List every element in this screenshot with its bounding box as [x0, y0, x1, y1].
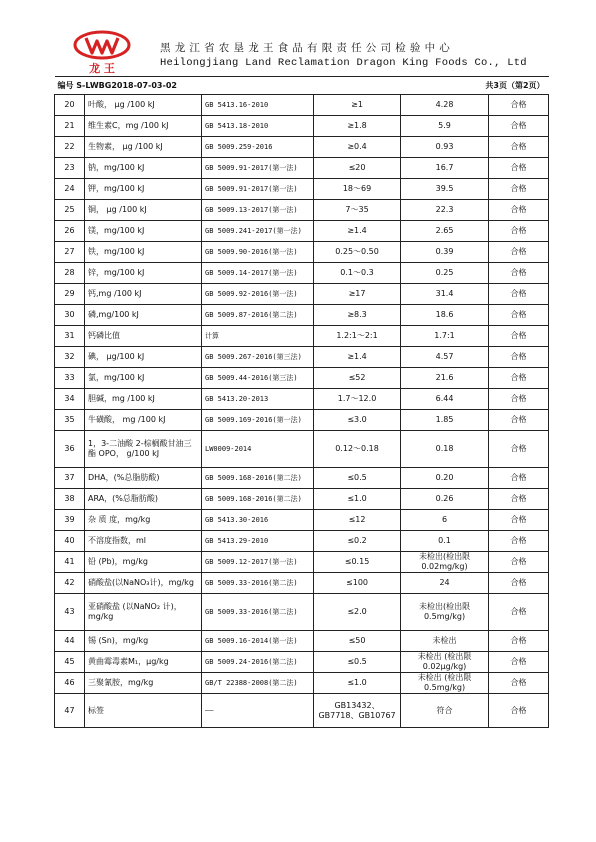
table-row	[55, 389, 549, 410]
test-result: 0.25	[401, 263, 489, 284]
test-method: GB 5009.14-2017(第一法)	[202, 263, 314, 284]
test-method: GB 5009.87-2016(第二法)	[202, 305, 314, 326]
row-number: 24	[55, 179, 85, 200]
test-method: GB 5009.92-2016(第一法)	[202, 284, 314, 305]
item-name: 钠，mg/100 kJ	[85, 158, 202, 179]
standard-requirement: ≤3.0	[314, 410, 401, 431]
judgement: 合格	[489, 347, 549, 368]
judgement: 合格	[489, 468, 549, 489]
row-number: 23	[55, 158, 85, 179]
test-method: GB 5413.18-2010	[202, 116, 314, 137]
item-name: 三聚氰胺，mg/kg	[85, 673, 202, 694]
table-row	[55, 594, 549, 631]
judgement: 合格	[489, 552, 549, 573]
item-name: 标签	[85, 694, 202, 728]
table-row	[55, 221, 549, 242]
table-row	[55, 347, 549, 368]
test-method: GB 5009.91-2017(第一法)	[202, 158, 314, 179]
row-number: 27	[55, 242, 85, 263]
table-row	[55, 242, 549, 263]
table-row	[55, 694, 549, 728]
standard-requirement: 1.7～12.0	[314, 389, 401, 410]
row-number: 20	[55, 95, 85, 116]
standard-requirement: GB13432、GB7718、GB10767	[314, 694, 401, 728]
test-method: ——	[202, 694, 314, 728]
test-method: GB 5413.20-2013	[202, 389, 314, 410]
table-row	[55, 631, 549, 652]
standard-requirement: ≤0.15	[314, 552, 401, 573]
judgement: 合格	[489, 221, 549, 242]
judgement: 合格	[489, 594, 549, 631]
table-row	[55, 673, 549, 694]
judgement: 合格	[489, 200, 549, 221]
judgement: 合格	[489, 179, 549, 200]
test-result: 0.1	[401, 531, 489, 552]
row-number: 35	[55, 410, 85, 431]
item-name: 不溶度指数，ml	[85, 531, 202, 552]
standard-requirement: 7～35	[314, 200, 401, 221]
table-row	[55, 305, 549, 326]
test-method: GB/T 22388-2008(第二法)	[202, 673, 314, 694]
test-result: 未检出(检出限 0.5mg/kg)	[401, 594, 489, 631]
judgement: 合格	[489, 284, 549, 305]
table-row	[55, 200, 549, 221]
logo-text: 龙 王	[89, 62, 115, 75]
test-result: 18.6	[401, 305, 489, 326]
standard-requirement: 0.12～0.18	[314, 431, 401, 468]
test-result: 31.4	[401, 284, 489, 305]
judgement: 合格	[489, 263, 549, 284]
judgement: 合格	[489, 326, 549, 347]
test-method: GB 5009.44-2016(第三法)	[202, 368, 314, 389]
standard-requirement: ≤2.0	[314, 594, 401, 631]
standard-requirement: 0.1～0.3	[314, 263, 401, 284]
test-method: GB 5009.16-2014(第一法)	[202, 631, 314, 652]
judgement: 合格	[489, 510, 549, 531]
standard-requirement: ≤1.0	[314, 489, 401, 510]
judgement: 合格	[489, 673, 549, 694]
row-number: 38	[55, 489, 85, 510]
standard-requirement: ≥1.4	[314, 221, 401, 242]
item-name: 氯，mg/100 kJ	[85, 368, 202, 389]
judgement: 合格	[489, 410, 549, 431]
row-number: 26	[55, 221, 85, 242]
table-row	[55, 263, 549, 284]
item-name: 铁，mg/100 kJ	[85, 242, 202, 263]
table-row	[55, 410, 549, 431]
standard-requirement: ≥1.8	[314, 116, 401, 137]
test-result: 5.9	[401, 116, 489, 137]
test-result: 1.7:1	[401, 326, 489, 347]
test-result: 未检出(检出限 0.02mg/kg)	[401, 552, 489, 573]
row-number: 29	[55, 284, 85, 305]
test-method: LW0009-2014	[202, 431, 314, 468]
table-row	[55, 326, 549, 347]
judgement: 合格	[489, 573, 549, 594]
test-method: GB 5009.259-2016	[202, 137, 314, 158]
standard-requirement: ≤50	[314, 631, 401, 652]
test-method: GB 5009.91-2017(第一法)	[202, 179, 314, 200]
test-method: GB 5009.267-2016(第三法)	[202, 347, 314, 368]
table-row	[55, 284, 549, 305]
judgement: 合格	[489, 389, 549, 410]
row-number: 30	[55, 305, 85, 326]
item-name: 杂 质 度，mg/kg	[85, 510, 202, 531]
table-row	[55, 158, 549, 179]
page-info: 共3页（第2页）	[314, 77, 549, 95]
company-logo	[70, 28, 134, 76]
row-number: 43	[55, 594, 85, 631]
judgement: 合格	[489, 631, 549, 652]
row-number: 39	[55, 510, 85, 531]
item-name: 碘， μg/100 kJ	[85, 347, 202, 368]
test-method: GB 5009.12-2017(第一法)	[202, 552, 314, 573]
standard-requirement: ≥0.4	[314, 137, 401, 158]
standard-requirement: 1.2:1～2:1	[314, 326, 401, 347]
item-name: 铜， μg /100 kJ	[85, 200, 202, 221]
standard-requirement: ≥8.3	[314, 305, 401, 326]
row-number: 37	[55, 468, 85, 489]
judgement: 合格	[489, 242, 549, 263]
item-name: 胆碱，mg /100 kJ	[85, 389, 202, 410]
item-name: 硝酸盐(以NaNO₃计)，mg/kg	[85, 573, 202, 594]
item-name: 1，3-二油酸 2-棕榈酸甘油三酯 OPO， g/100 kJ	[85, 431, 202, 468]
row-number: 40	[55, 531, 85, 552]
test-method: GB 5413.30-2016	[202, 510, 314, 531]
item-name: 锡 (Sn)，mg/kg	[85, 631, 202, 652]
item-name: 维生素C，mg /100 kJ	[85, 116, 202, 137]
row-number: 36	[55, 431, 85, 468]
judgement: 合格	[489, 431, 549, 468]
table-row	[55, 116, 549, 137]
standard-requirement: ≤1.0	[314, 673, 401, 694]
item-name: 磷,mg/100 kJ	[85, 305, 202, 326]
table-row	[55, 179, 549, 200]
test-method: GB 5009.90-2016(第一法)	[202, 242, 314, 263]
standard-requirement: ≤52	[314, 368, 401, 389]
test-method: GB 5009.24-2016(第二法)	[202, 652, 314, 673]
judgement: 合格	[489, 305, 549, 326]
item-name: 钾，mg/100 kJ	[85, 179, 202, 200]
standard-requirement: ≥17	[314, 284, 401, 305]
judgement: 合格	[489, 694, 549, 728]
test-result: 0.18	[401, 431, 489, 468]
judgement: 合格	[489, 116, 549, 137]
standard-requirement: ≥1	[314, 95, 401, 116]
test-result: 未检出	[401, 631, 489, 652]
item-name: 亚硝酸盐 (以NaNO₂ 计)，mg/kg	[85, 594, 202, 631]
table-row	[55, 489, 549, 510]
row-number: 42	[55, 573, 85, 594]
judgement: 合格	[489, 158, 549, 179]
test-result: 0.26	[401, 489, 489, 510]
row-number: 45	[55, 652, 85, 673]
test-result: 符合	[401, 694, 489, 728]
table-row	[55, 137, 549, 158]
test-result: 22.3	[401, 200, 489, 221]
table-row	[55, 468, 549, 489]
standard-requirement: ≥1.4	[314, 347, 401, 368]
test-result: 6.44	[401, 389, 489, 410]
row-number: 28	[55, 263, 85, 284]
item-name: 铅 (Pb)，mg/kg	[85, 552, 202, 573]
standard-requirement: ≤0.5	[314, 652, 401, 673]
inspection-table	[54, 76, 549, 728]
test-method: 计算	[202, 326, 314, 347]
standard-requirement: ≤12	[314, 510, 401, 531]
standard-requirement: 0.25～0.50	[314, 242, 401, 263]
row-number: 33	[55, 368, 85, 389]
test-result: 未检出 (检出限 0.02μg/kg)	[401, 652, 489, 673]
judgement: 合格	[489, 489, 549, 510]
page-header	[0, 0, 596, 78]
test-result: 2.65	[401, 221, 489, 242]
table-row	[55, 368, 549, 389]
judgement: 合格	[489, 531, 549, 552]
standard-requirement: ≤0.5	[314, 468, 401, 489]
table-row	[55, 552, 549, 573]
item-name: 生物素， μg /100 kJ	[85, 137, 202, 158]
test-result: 1.85	[401, 410, 489, 431]
report-meta-row	[55, 77, 549, 95]
test-result: 0.20	[401, 468, 489, 489]
test-result: 6	[401, 510, 489, 531]
item-name: 锌，mg/100 kJ	[85, 263, 202, 284]
company-name-cn: 黑龙江省农垦龙王食品有限责任公司检验中心	[160, 42, 454, 54]
test-result: 0.93	[401, 137, 489, 158]
standard-requirement: ≤20	[314, 158, 401, 179]
row-number: 44	[55, 631, 85, 652]
row-number: 21	[55, 116, 85, 137]
test-result: 4.28	[401, 95, 489, 116]
item-name: 镁，mg/100 kJ	[85, 221, 202, 242]
standard-requirement: ≤100	[314, 573, 401, 594]
judgement: 合格	[489, 652, 549, 673]
row-number: 46	[55, 673, 85, 694]
row-number: 22	[55, 137, 85, 158]
test-result: 39.5	[401, 179, 489, 200]
item-name: DHA，(%总脂肪酸)	[85, 468, 202, 489]
test-method: GB 5009.169-2016(第一法)	[202, 410, 314, 431]
row-number: 41	[55, 552, 85, 573]
test-method: GB 5413.16-2010	[202, 95, 314, 116]
test-result: 24	[401, 573, 489, 594]
report-number: 编号 S-LWBG2018-07-03-02	[55, 77, 314, 95]
judgement: 合格	[489, 95, 549, 116]
table-row	[55, 431, 549, 468]
item-name: 叶酸， μg /100 kJ	[85, 95, 202, 116]
row-number: 25	[55, 200, 85, 221]
test-result: 16.7	[401, 158, 489, 179]
judgement: 合格	[489, 137, 549, 158]
item-name: 黄曲霉毒素M₁，μg/kg	[85, 652, 202, 673]
row-number: 32	[55, 347, 85, 368]
test-method: GB 5413.29-2010	[202, 531, 314, 552]
test-method: GB 5009.168-2016(第二法)	[202, 489, 314, 510]
table-row	[55, 95, 549, 116]
row-number: 31	[55, 326, 85, 347]
test-result: 0.39	[401, 242, 489, 263]
test-method: GB 5009.13-2017(第一法)	[202, 200, 314, 221]
test-result: 4.57	[401, 347, 489, 368]
item-name: 钙,mg /100 kJ	[85, 284, 202, 305]
judgement: 合格	[489, 368, 549, 389]
test-method: GB 5009.33-2016(第二法)	[202, 594, 314, 631]
table-row	[55, 531, 549, 552]
company-name-en: Heilongjiang Land Reclamation Dragon King Foods Co., Ltd	[160, 57, 527, 69]
standard-requirement: 18～69	[314, 179, 401, 200]
table-row	[55, 573, 549, 594]
item-name: ARA，(%总脂肪酸)	[85, 489, 202, 510]
table-row	[55, 510, 549, 531]
test-result: 未检出 (检出限 0.5mg/kg)	[401, 673, 489, 694]
table-row	[55, 652, 549, 673]
test-method: GB 5009.168-2016(第二法)	[202, 468, 314, 489]
test-method: GB 5009.241-2017(第一法)	[202, 221, 314, 242]
test-method: GB 5009.33-2016(第二法)	[202, 573, 314, 594]
row-number: 47	[55, 694, 85, 728]
item-name: 钙磷比值	[85, 326, 202, 347]
row-number: 34	[55, 389, 85, 410]
item-name: 牛磺酸， mg /100 kJ	[85, 410, 202, 431]
test-result: 21.6	[401, 368, 489, 389]
standard-requirement: ≤0.2	[314, 531, 401, 552]
